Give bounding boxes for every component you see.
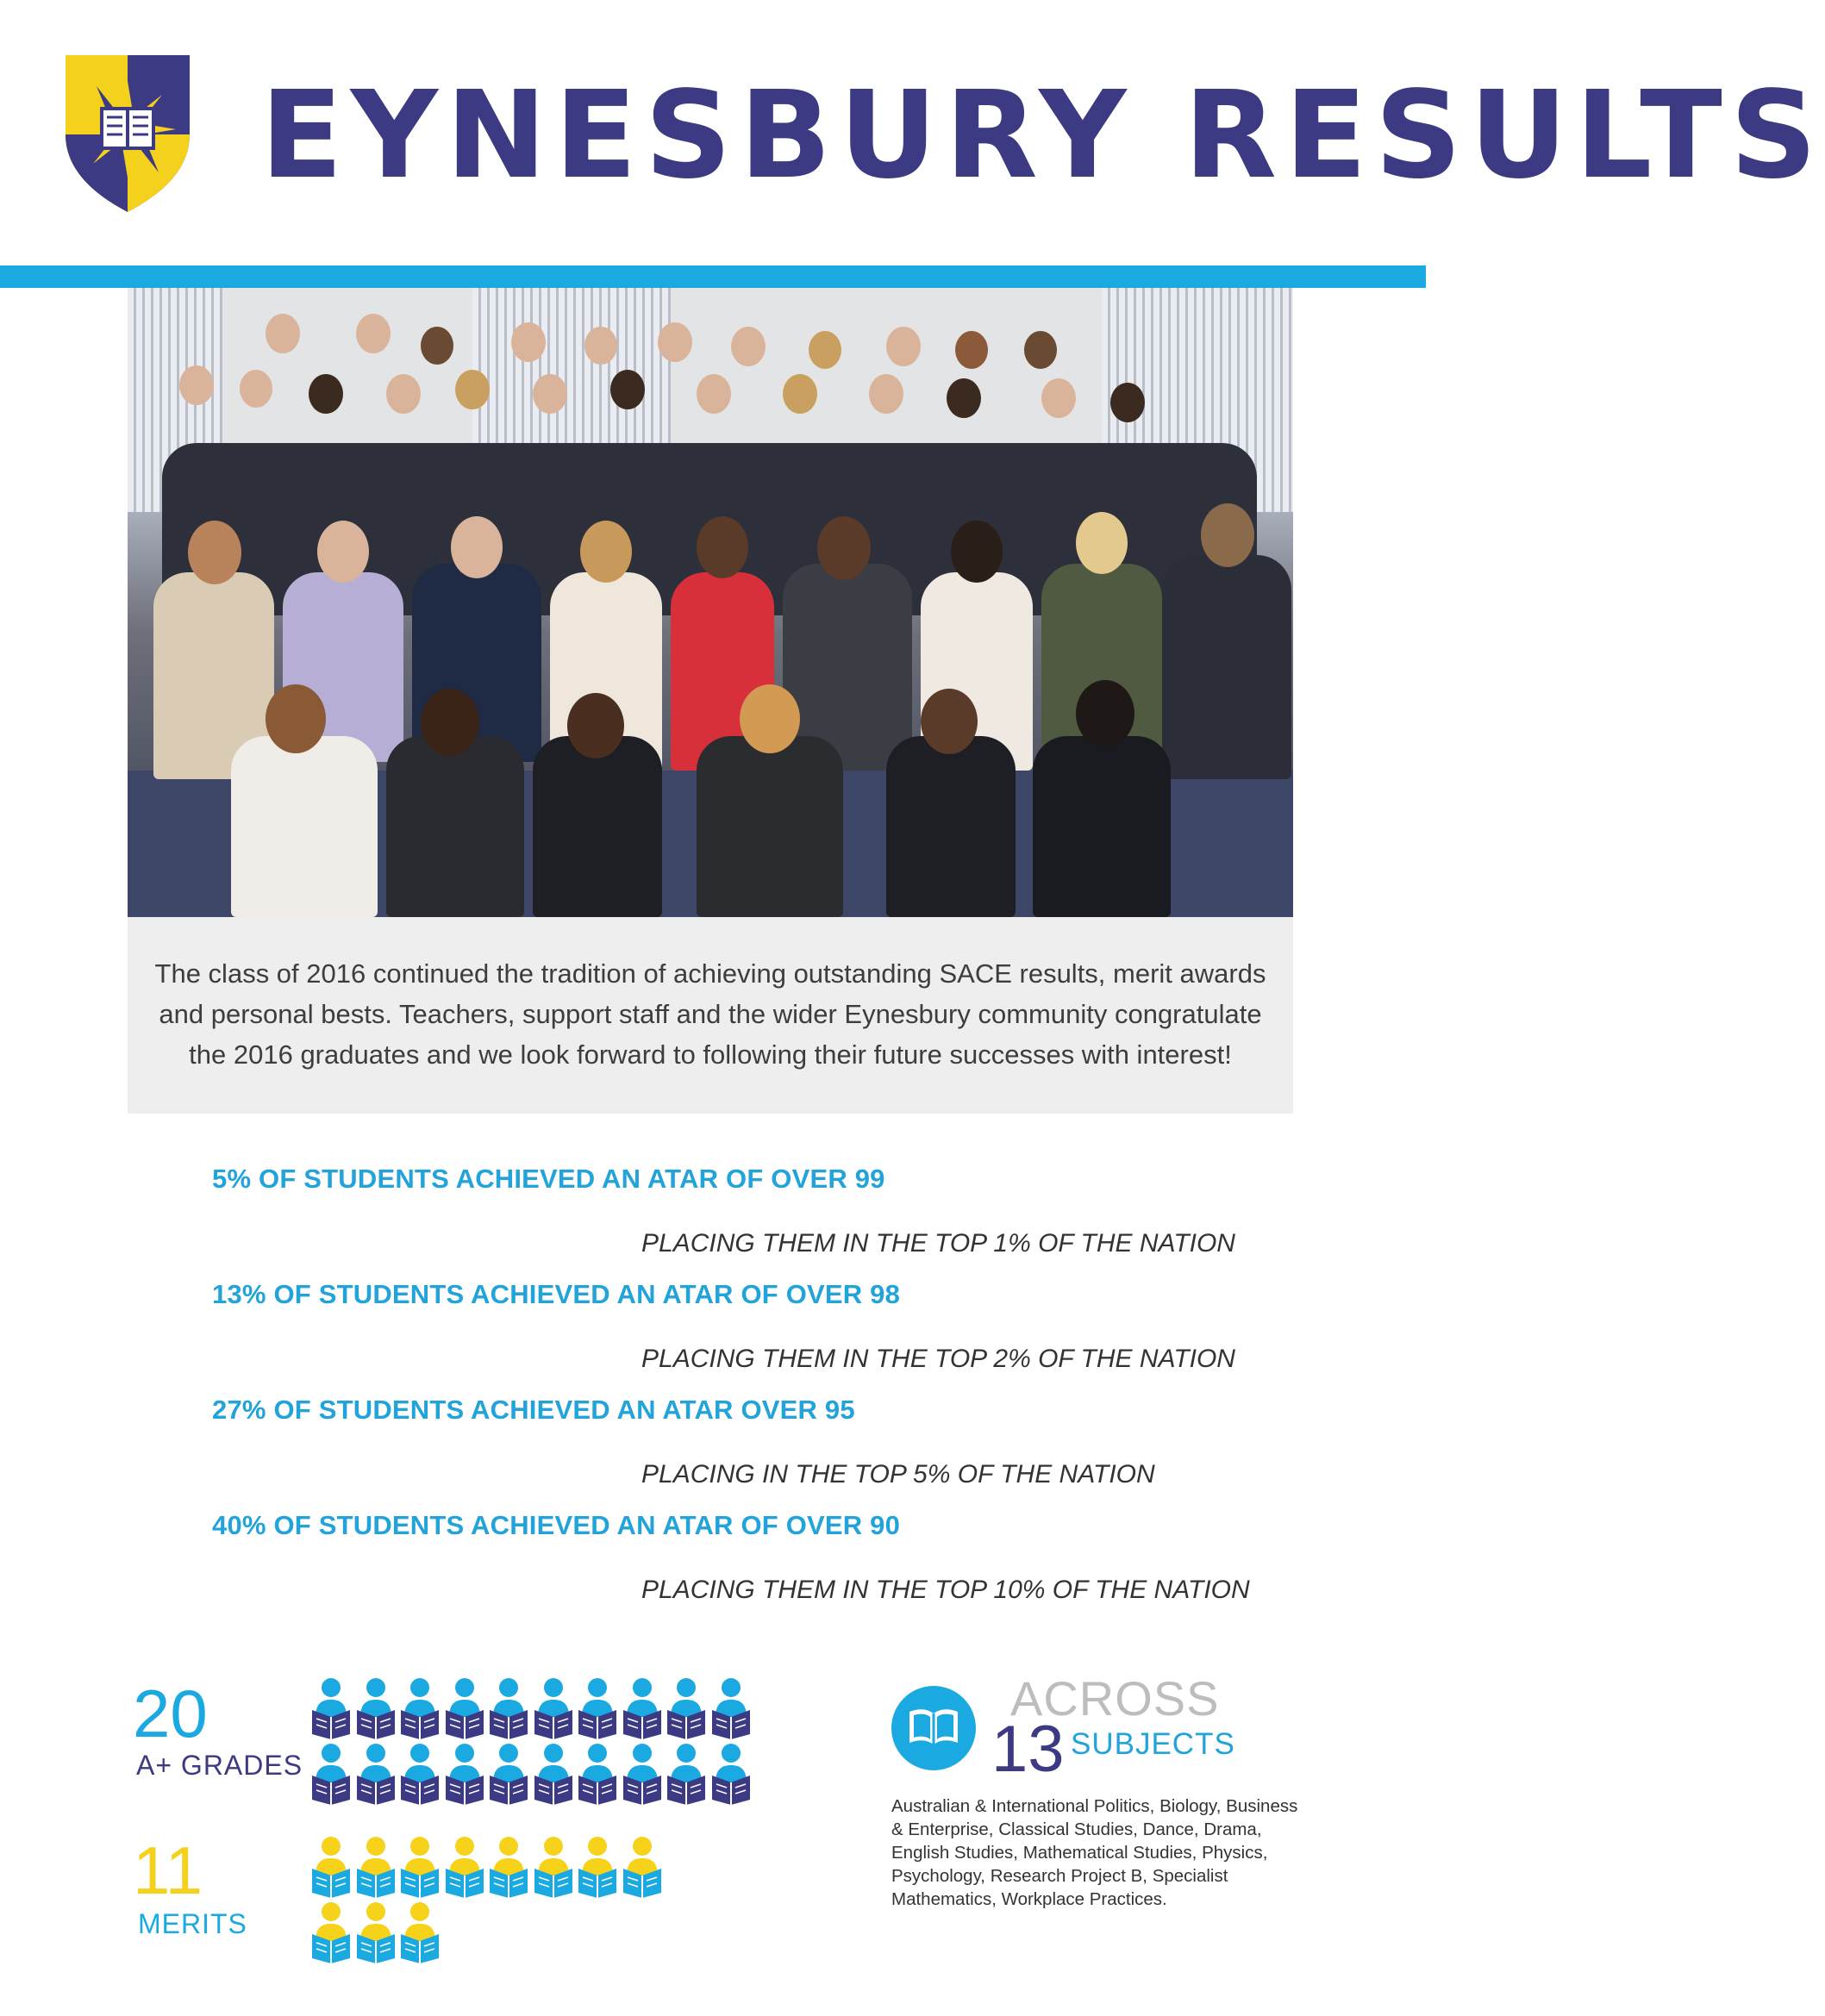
header-accent-bar [0, 265, 1426, 288]
reading-person-icon [397, 1900, 442, 1963]
stat-detail: PLACING THEM IN THE TOP 1% OF THE NATION [641, 1229, 1235, 1258]
reading-person-icon [709, 1741, 753, 1805]
subjects-label: SUBJECTS [1071, 1727, 1235, 1761]
stat-headline: 13% OF STUDENTS ACHIEVED AN ATAR OF OVER 98 [212, 1279, 901, 1309]
reading-person-icon [575, 1741, 620, 1805]
reading-person-icon [353, 1834, 398, 1898]
a-plus-label: A+ GRADES [136, 1750, 303, 1781]
intro-text: The class of 2016 continued the tradition of achieving outstanding SACE results, merit awards and personal bests. Teachers, support staff and the wider Eynesbury community congratulate the 2016 graduates and we look forward to following their future successes with interest! [128, 917, 1293, 1114]
reading-person-icon [442, 1834, 487, 1898]
reading-person-icon [442, 1676, 487, 1739]
reading-person-icon [620, 1834, 665, 1898]
reading-person-icon [531, 1741, 576, 1805]
a-plus-icon-grid [309, 1676, 753, 1805]
page-title: EYNESBURY RESULTS [260, 66, 1825, 206]
reading-person-icon [397, 1741, 442, 1805]
reading-person-icon [442, 1741, 487, 1805]
reading-person-icon [486, 1834, 531, 1898]
reading-person-icon [397, 1676, 442, 1739]
stat-headline: 40% OF STUDENTS ACHIEVED AN ATAR OF OVER 90 [212, 1510, 901, 1540]
reading-person-icon [664, 1676, 709, 1739]
reading-person-icon [353, 1676, 398, 1739]
subjects-list: Australian & International Politics, Biology, Business & Enterprise, Classical Studies, Dance, Drama, English Studies, Mathematical Studies, Physics, Psychology, Research Project B, Specialist Mathematics, Workplace Practices. [891, 1796, 1298, 1909]
a-plus-count: 20 [133, 1676, 208, 1751]
reading-person-icon [309, 1834, 353, 1898]
reading-person-icon [620, 1741, 665, 1805]
stat-headline: 27% OF STUDENTS ACHIEVED AN ATAR OVER 95 [212, 1395, 855, 1425]
merits-icon-grid [309, 1834, 664, 1963]
reading-person-icon [531, 1676, 576, 1739]
school-crest-logo [62, 52, 193, 215]
reading-person-icon [397, 1834, 442, 1898]
open-book-icon [891, 1686, 976, 1770]
reading-person-icon [575, 1676, 620, 1739]
reading-person-icon [309, 1741, 353, 1805]
reading-person-icon [353, 1741, 398, 1805]
reading-person-icon [709, 1676, 753, 1739]
subjects-count: 13 [991, 1713, 1065, 1786]
class-group-photo [128, 288, 1293, 917]
reading-person-icon [575, 1834, 620, 1898]
reading-person-icon [664, 1741, 709, 1805]
merits-label: MERITS [138, 1908, 247, 1939]
reading-person-icon [353, 1900, 398, 1963]
stat-headline: 5% OF STUDENTS ACHIEVED AN ATAR OF OVER 99 [212, 1164, 885, 1194]
stat-detail: PLACING THEM IN THE TOP 2% OF THE NATION [641, 1345, 1235, 1373]
reading-person-icon [531, 1834, 576, 1898]
stat-detail: PLACING THEM IN THE TOP 10% OF THE NATION [641, 1576, 1250, 1604]
reading-person-icon [309, 1900, 353, 1963]
reading-person-icon [620, 1676, 665, 1739]
reading-person-icon [486, 1741, 531, 1805]
across-label: ACROSS [1010, 1671, 1220, 1726]
reading-person-icon [486, 1676, 531, 1739]
stat-detail: PLACING IN THE TOP 5% OF THE NATION [641, 1460, 1155, 1489]
reading-person-icon [309, 1676, 353, 1739]
merits-count: 11 [133, 1832, 203, 1908]
